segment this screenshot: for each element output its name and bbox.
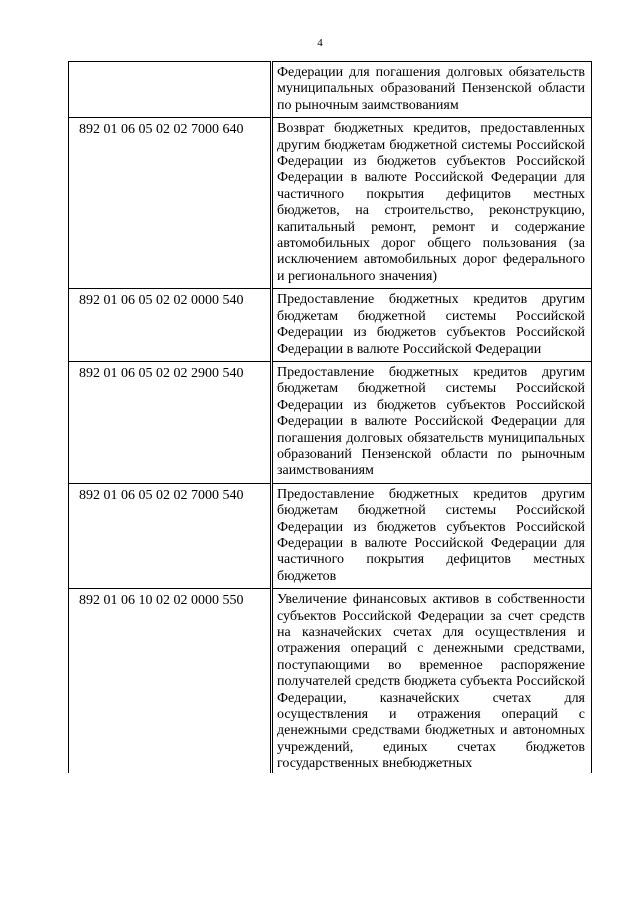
description-cell: Предоставление бюджетных кредитов другим бюджетам бюджетной системы Российской Федерации из бюджетов субъектов Российской Федерации в валюте Российской Федерации для погашения долговых обязательств муниципальных образований Пензенской области по рыночным заимствованиям: [272, 361, 592, 483]
description-cell: Предоставление бюджетных кредитов другим бюджетам бюджетной системы Российской Федерации из бюджетов субъектов Российской Федерации в валюте Российской Федерации: [272, 289, 592, 362]
budget-code-cell: 892 01 06 05 02 02 2900 540: [69, 361, 272, 483]
table-row: [69, 118, 592, 289]
page-number: 4: [317, 37, 323, 49]
budget-classification-table: [68, 61, 592, 773]
description-cell: Увеличение финансовых активов в собственности субъектов Российской Федерации за счет средств на казначейских счетах для осуществления и отражения операций с денежными средствами, поступающими во временное распоряжение получателей средств бюджета субъекта Российской Федерации, казначейских счетах для осуществления и отражения операций с денежными средствами бюджетных и автономных учреждений, единых счетах бюджетов государственных внебюджетных: [272, 589, 592, 773]
budget-code-cell: 892 01 06 05 02 02 7000 640: [69, 118, 272, 289]
table-row: [69, 589, 592, 773]
description-cell: Возврат бюджетных кредитов, предоставленных другим бюджетам бюджетной системы Российской Федерации из бюджетов субъектов Российской Федерации в валюте Российской Федерации для частичного покрытия дефицитов местных бюджетов, на строительство, реконструкцию, капитальный ремонт, ремонт и содержание автомобильных дорог общего пользования (за исключением автомобильных дорог федерального и регионального значения): [272, 118, 592, 289]
description-cell: Предоставление бюджетных кредитов другим бюджетам бюджетной системы Российской Федерации из бюджетов субъектов Российской Федерации в валюте Российской Федерации для частичного покрытия дефицитов местных бюджетов: [272, 483, 592, 588]
table-row: [69, 483, 592, 588]
budget-code-cell: 892 01 06 05 02 02 7000 540: [69, 483, 272, 588]
table-row: [69, 62, 592, 118]
table-row: [69, 289, 592, 362]
budget-code-cell: 892 01 06 10 02 02 0000 550: [69, 589, 272, 773]
budget-code-cell: 892 01 06 05 02 02 0000 540: [69, 289, 272, 362]
table-row: [69, 361, 592, 483]
budget-code-cell: [69, 62, 272, 118]
description-cell: Федерации для погашения долговых обязательств муниципальных образований Пензенской области по рыночным заимствованиям: [272, 62, 592, 118]
